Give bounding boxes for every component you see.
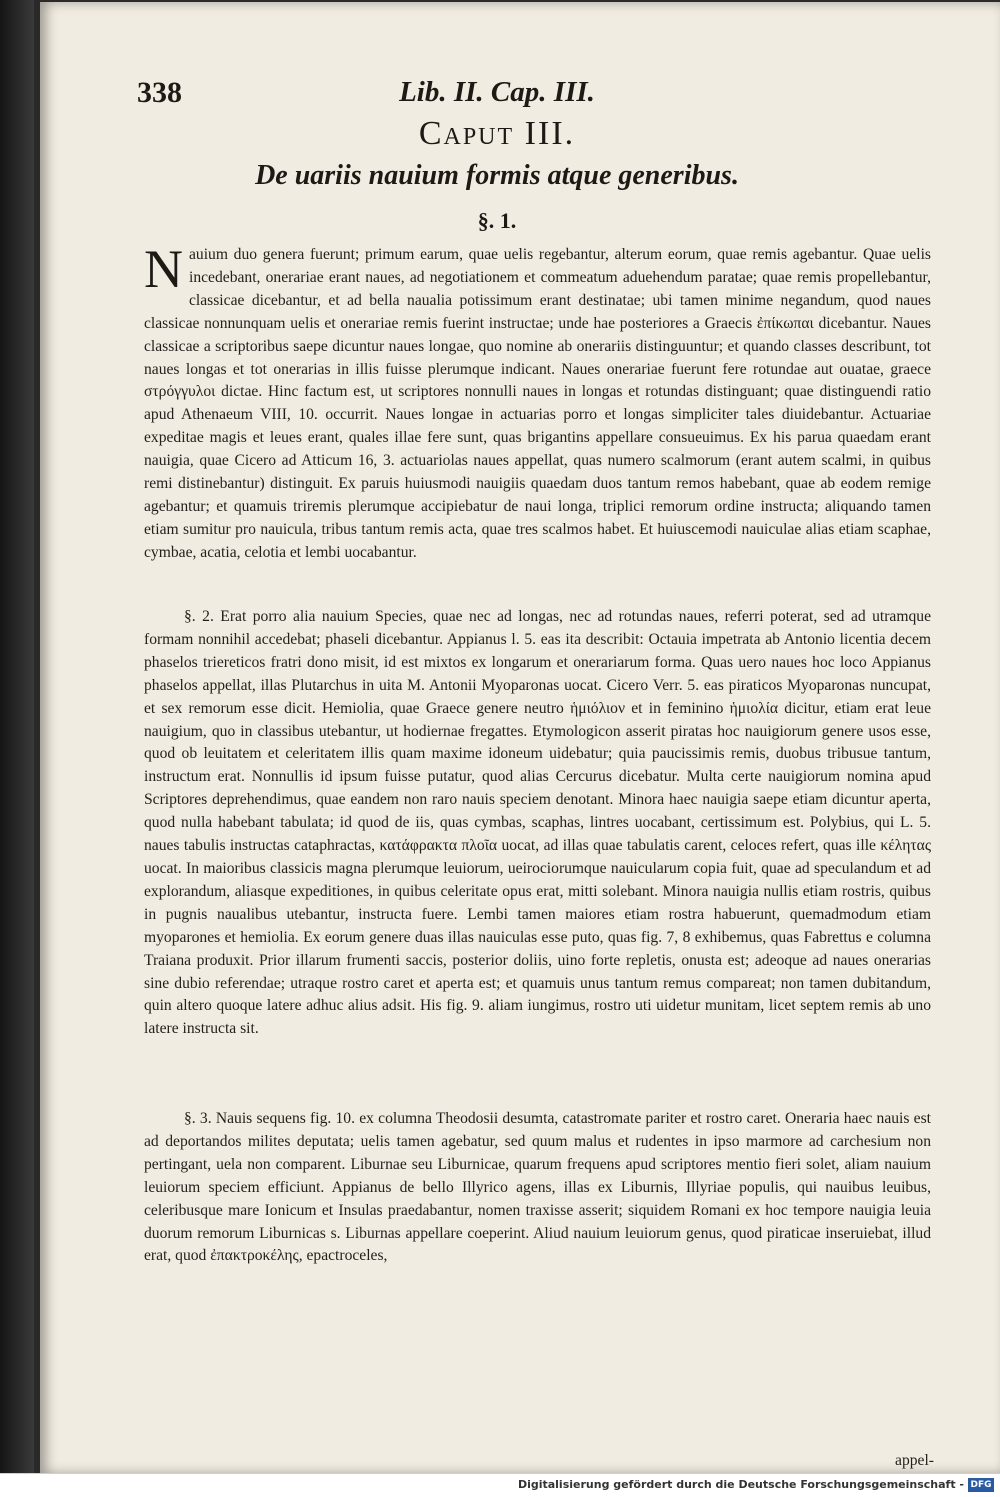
paragraph-2 (144, 606, 931, 1041)
running-head (137, 76, 857, 116)
paragraph-3-text: §. 3. Nauis sequens fig. 10. ex columna Theodosii desumta, catastromate pariter et rostro caret. Oneraria haec nauis est ad deportandos milites deputata; uelis tamen agebatur, sed quum malus et rudentes in ipso marmore ad carchesium non pertingant, uela non comparent. Liburnae seu Liburnicae, quarum frequens apud scriptores mentio fieri solet, aliam nauium leuiorum speciem efficiunt. Appianus de bello Illyrico agens, illas ex Liburnis, Illyriae populis, qui nauibus leuibus, celeribusque mare Ionicum et Insulas praedabantur, nomen traxisse asserit; siquidem Romani ex hoc tempore nauigia leuia duorum remorum Liburnicas s. Liburnas appellare coeperint. Aliud nauium leuiorum genus, quod piraticae inseruiebat, illud erat, quod ἐπακτροκέλης, epactroceles, (144, 1110, 931, 1265)
dropcap: N (144, 239, 183, 299)
catchword: appel- (895, 1452, 934, 1469)
dfg-logo-icon: DFG (968, 1478, 994, 1492)
paragraph-2-text: §. 2. Erat porro alia nauium Species, quae nec ad longas, nec ad rotundas naues, referri poterat, sed ad utramque formam nonnihil accedebat; phaseli dicebantur. Appianus l. 5. eas ita describit: Octauia impetrata ab Antonio licentia decem phaselos triereticos fratri dono misit, id est mixtos ex longarum et onerariarum forma. Quas uero naues hoc loco Appianus phaselos appellat, illas Plutarchus in uita M. Antonii Myoparonas uocat. Cicero Verr. 5. eas piraticos Myoparonas nuncupat, et sex remorum esse dicit. Hemiolia, quae Graece genere neutro ἡμιόλιον et in feminino ἡμιολία dicitur, etiam erat leue nauigium, quo in classibus utebantur, ut hodiernae fregattes. Etymologicon asserit piratas hoc nauigiorum genere usos esse, quod ob leuitatem et celeritatem illis quam maxime idoneum uidebatur; quia paucissimis remis, duobus tribusue tantum, instructum erat. Nonnullis id ipsum fuisse putatur, quod alias Cercurus dicebatur. Multa certe nauigiorum nomina apud Scriptores deprehendimus, quae eandem non raro nauis speciem denotant. Minora haec nauigia saepe etiam dicuntur aperta, quod nulla habebant tabulata; id quod de iis, quas cymbas, scaphas, lintres uocabant, certissimum est. Polybius, qui L. 5. naues tabulis instructas cataphractas, κατάφρακτα πλοῖα uocat, ad illas quae tabulatis carent, celoces refert, quas ille κέλητας uocat. In maioribus classicis magna plerumque leuiorum, ueirociorumque nauicularum copia fuit, quae ad speculandum et ad explorandum, aliasque expeditiones, in quibus celeritate opus erat, mitti solebant. Minora nauigia nullis etiam rostris, quibus in pugnis naualibus utebantur, instructa fuere. Lembi tamen maiores etiam rostra habuerunt, quemadmodum etiam myoparones et hemiolia. Ex eorum genere duas illas nauiculas esse puto, quas fig. 7, 8 exhibemus, quas Fabrettus e columna Traiana produxit. Prior illarum frumenti saccis, posterior doliis, uino forte repletis, onusta est; adeoque ad naues onerarias sine dubio referendae; utraque rostro caret et aperta est; et quamuis unus tantum remus compareat; non tamen dubitandum, quin altero quoque latere adhuc alius adsit. His fig. 9. aliam iungimus, rostro uti uidetur munitam, licet septem remis ab uno latere instructa sit. (144, 608, 931, 1038)
chapter-subtitle: De uariis nauium formis atque generibus. (255, 160, 739, 191)
footer-credit: Digitalisierung gefördert durch die Deutsche Forschungsgemeinschaft - (517, 1478, 964, 1491)
paragraph-1-text: auium duo genera fuerunt; primum earum, quae uelis regebantur, alterum eorum, quae remis agebantur. Quae uelis incedebant, onerariae erant naues, ad negotiationem et commeatum aduehendum paratae; quae remis propellebantur, classicae dicebantur, et ad bella naualia potissimum erant destinatae; ubi tamen minime negandum, quod naues classicae nonnunquam uelis et onerariae remis fuerint instructae; unde hae posteriores a Graecis ἐπίκωπαι dicebantur. Naues classicae a scriptoribus saepe dicuntur naues longae, quo nomine ab onerariis distinguuntur; et quando classes describunt, tot naues longas et tot onerarias in illis fuisse plerumque indicant. Naues onerariae fuerunt fere rotundae aut ouatae, graece στρόγγυλοι dictae. Hinc factum est, ut scriptores nonnulli naues in longas et rotundas distinguant; quae distinguendi ratio apud Athenaeum VIII, 10. occurrit. Naues longae in actuarias porro et longas simpliciter tales diuidebantur. Actuariae expeditae magis et leues erant, quales illae fere sunt, quas brigantins appellare consueuimus. Ex his parua quaedam erant nauigia, quae Cicero ad Atticum 16, 3. actuariolas naues appellat, quas numero scalmorum (erant autem scalmi, in quibus remi distinebantur) distinguit. Ex paruis huiusmodi nauigiis quaedam duos tantum remos habebant, quae ab eodem remige agebantur; et quamuis triremis plerumque accipiebatur de naui longa, triplici remorum ordine instructa; aliquando tamen etiam sumitur pro nauicula, tribus tantum remis acta, quae tres scalmos habet. Et huiuscemodi nauiculae alias etiam scaphae, cymbae, acatia, celotia et lembi uocabantur. (144, 246, 931, 561)
paragraph-1 (144, 239, 931, 565)
paragraph-3 (144, 1108, 931, 1268)
section-mark: §. 1. (477, 208, 517, 233)
footer-bar (0, 1473, 1000, 1497)
page-number: 338 (137, 76, 182, 109)
chapter-heading: Caput III. (418, 115, 576, 152)
running-title: Lib. II. Cap. III. (399, 76, 595, 108)
scan-left-edge (0, 0, 34, 1474)
